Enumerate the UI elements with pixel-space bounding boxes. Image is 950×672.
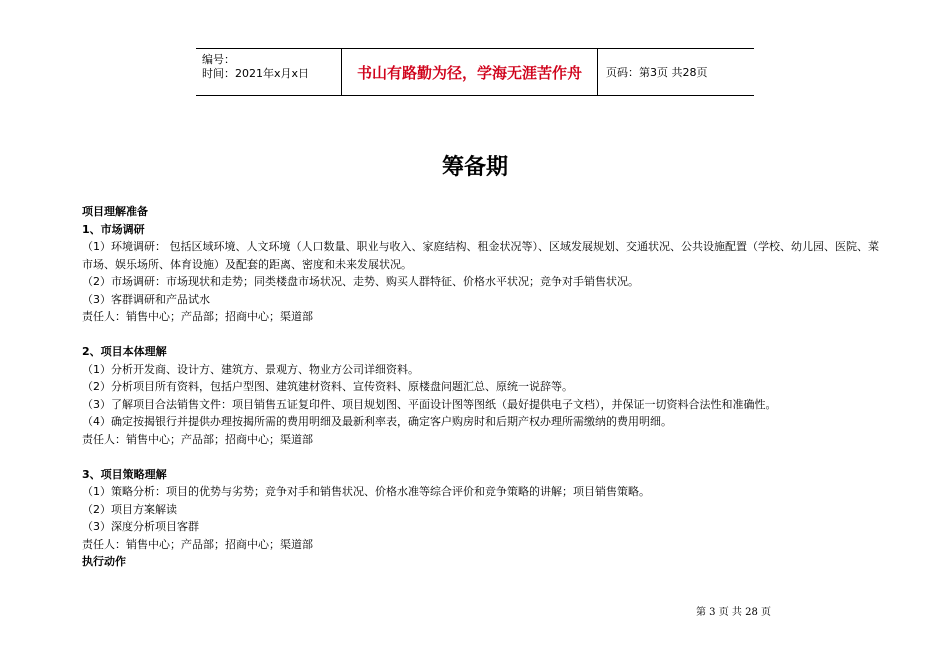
s1-paragraph-3: （3）客群调研和产品试水 bbox=[82, 292, 210, 306]
document-body bbox=[82, 203, 882, 571]
s2-heading: 2、项目本体理解 bbox=[82, 345, 167, 358]
number-label: 编号： bbox=[202, 53, 235, 66]
s3-paragraph-3: （3）深度分析项目客群 bbox=[82, 520, 199, 533]
section-heading: 项目理解准备 bbox=[82, 205, 148, 218]
s3-paragraph-1: （1）策略分析：项目的优势与劣势；竞争对手和销售状况、价格水准等综合评价和竞争策略的讲解；项目销售策略。 bbox=[82, 485, 650, 498]
header-motto: 书山有路勤为径，学海无涯苦作舟 bbox=[342, 49, 598, 95]
s1-paragraph-2: （2）市场调研：市场现状和走势；同类楼盘市场状况、走势、购买人群特征、价格水平状况；竞争对手销售状况。 bbox=[82, 275, 639, 288]
header-page-info: 页码：第3页 共28页 bbox=[606, 66, 708, 79]
s1-paragraph-1: （1）环境调研： 包括区域环境、人文环境（人口数量、职业与收入、家庭结构、租金状况等）、区域发展规划、交通状况、公共设施配置（学校、幼儿园、医院、菜市场、娱乐场所、体育设施）及配套的距离、密度和未来发展状况。 bbox=[82, 240, 879, 271]
s3-heading: 3、项目策略理解 bbox=[82, 467, 167, 481]
s2-paragraph-2: （2）分析项目所有资料，包括户型图、建筑建材资料、宣传资料、原楼盘问题汇总、原统一说辞等。 bbox=[82, 380, 573, 393]
s2-paragraph-3: （3）了解项目合法销售文件：项目销售五证复印件、项目规划图、平面设计图等图纸（最好提供电子文档），并保证一切资料合法性和准确性。 bbox=[82, 397, 777, 411]
s2-responsible: 责任人：销售中心；产品部；招商中心；渠道部 bbox=[82, 432, 313, 446]
s1-responsible: 责任人：销售中心；产品部；招商中心；渠道部 bbox=[82, 310, 313, 323]
exec-heading: 执行动作 bbox=[82, 555, 126, 568]
header-left-cell bbox=[196, 49, 342, 95]
page-header bbox=[196, 48, 754, 96]
page-footer: 第 3 页 共 28 页 bbox=[696, 607, 771, 618]
s2-paragraph-4: （4）确定按揭银行并提供办理按揭所需的费用明细及最新利率表，确定客户购房时和后期产权办理所需缴纳的费用明细。 bbox=[82, 415, 672, 428]
time-label: 时间：2021年x月x日 bbox=[202, 67, 310, 80]
s3-responsible: 责任人：销售中心；产品部；招商中心；渠道部 bbox=[82, 537, 313, 551]
page-title: 筹备期 bbox=[441, 154, 508, 180]
s2-paragraph-1: （1）分析开发商、设计方、建筑方、景观方、物业方公司详细资料。 bbox=[82, 362, 419, 376]
spacer bbox=[82, 326, 882, 344]
s3-paragraph-2: （2）项目方案解读 bbox=[82, 502, 177, 516]
spacer bbox=[82, 448, 882, 466]
s1-heading: 1、市场调研 bbox=[82, 222, 145, 236]
